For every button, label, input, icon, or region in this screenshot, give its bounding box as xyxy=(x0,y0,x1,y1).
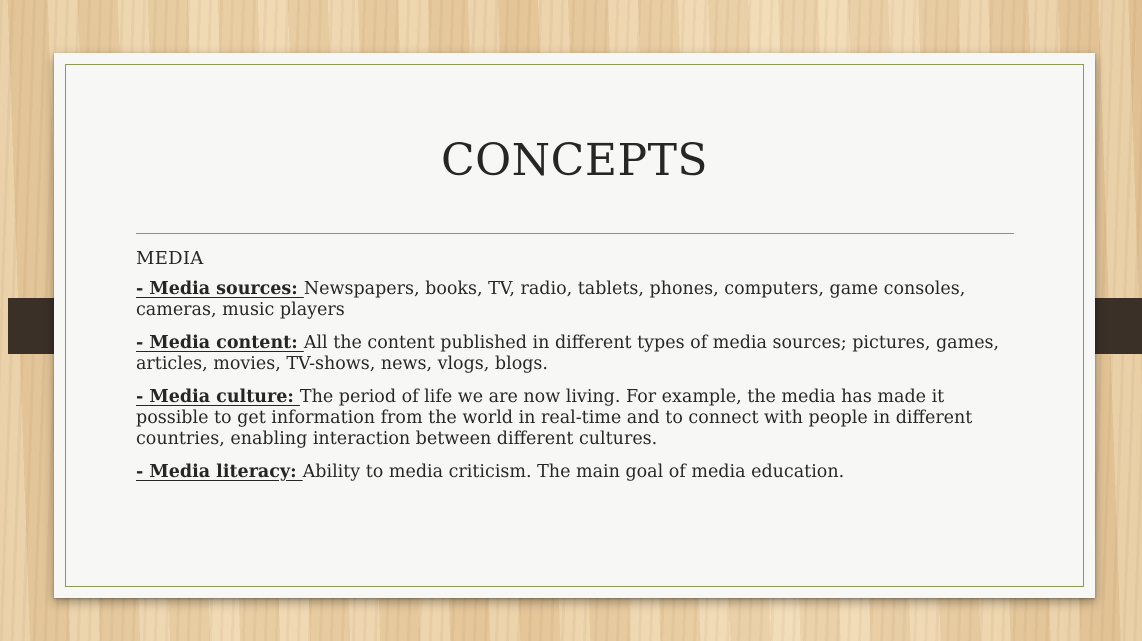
concept-definition: All the content published in different types of media sources; pictures, games, articles, movies, TV-shows, news, vlogs, blogs. xyxy=(136,333,1000,374)
title-divider xyxy=(136,233,1014,234)
concept-item-media-literacy xyxy=(136,462,1016,483)
concept-term: - Media culture: xyxy=(136,387,300,407)
concept-definition: Newspapers, books, TV, radio, tablets, phones, computers, game consoles, cameras, music players xyxy=(136,279,966,320)
concept-item-media-sources xyxy=(136,279,1016,321)
section-heading: MEDIA xyxy=(136,248,204,269)
slide-title: CONCEPTS xyxy=(440,135,709,186)
slide-card xyxy=(54,53,1095,598)
concept-item-media-culture xyxy=(136,387,1016,450)
concept-item-media-content xyxy=(136,333,1016,375)
concept-term: - Media content: xyxy=(136,333,304,353)
slide-content xyxy=(136,248,1016,495)
concept-definition: The period of life we are now living. For example, the media has made it possible to get information from the world in real-time and to connect with people in different countries, enabling interaction between different cultures. xyxy=(136,387,973,449)
concept-term: - Media sources: xyxy=(136,279,304,299)
concept-definition: Ability to media criticism. The main goal of media education. xyxy=(302,462,845,482)
concept-term: - Media literacy: xyxy=(136,462,303,482)
